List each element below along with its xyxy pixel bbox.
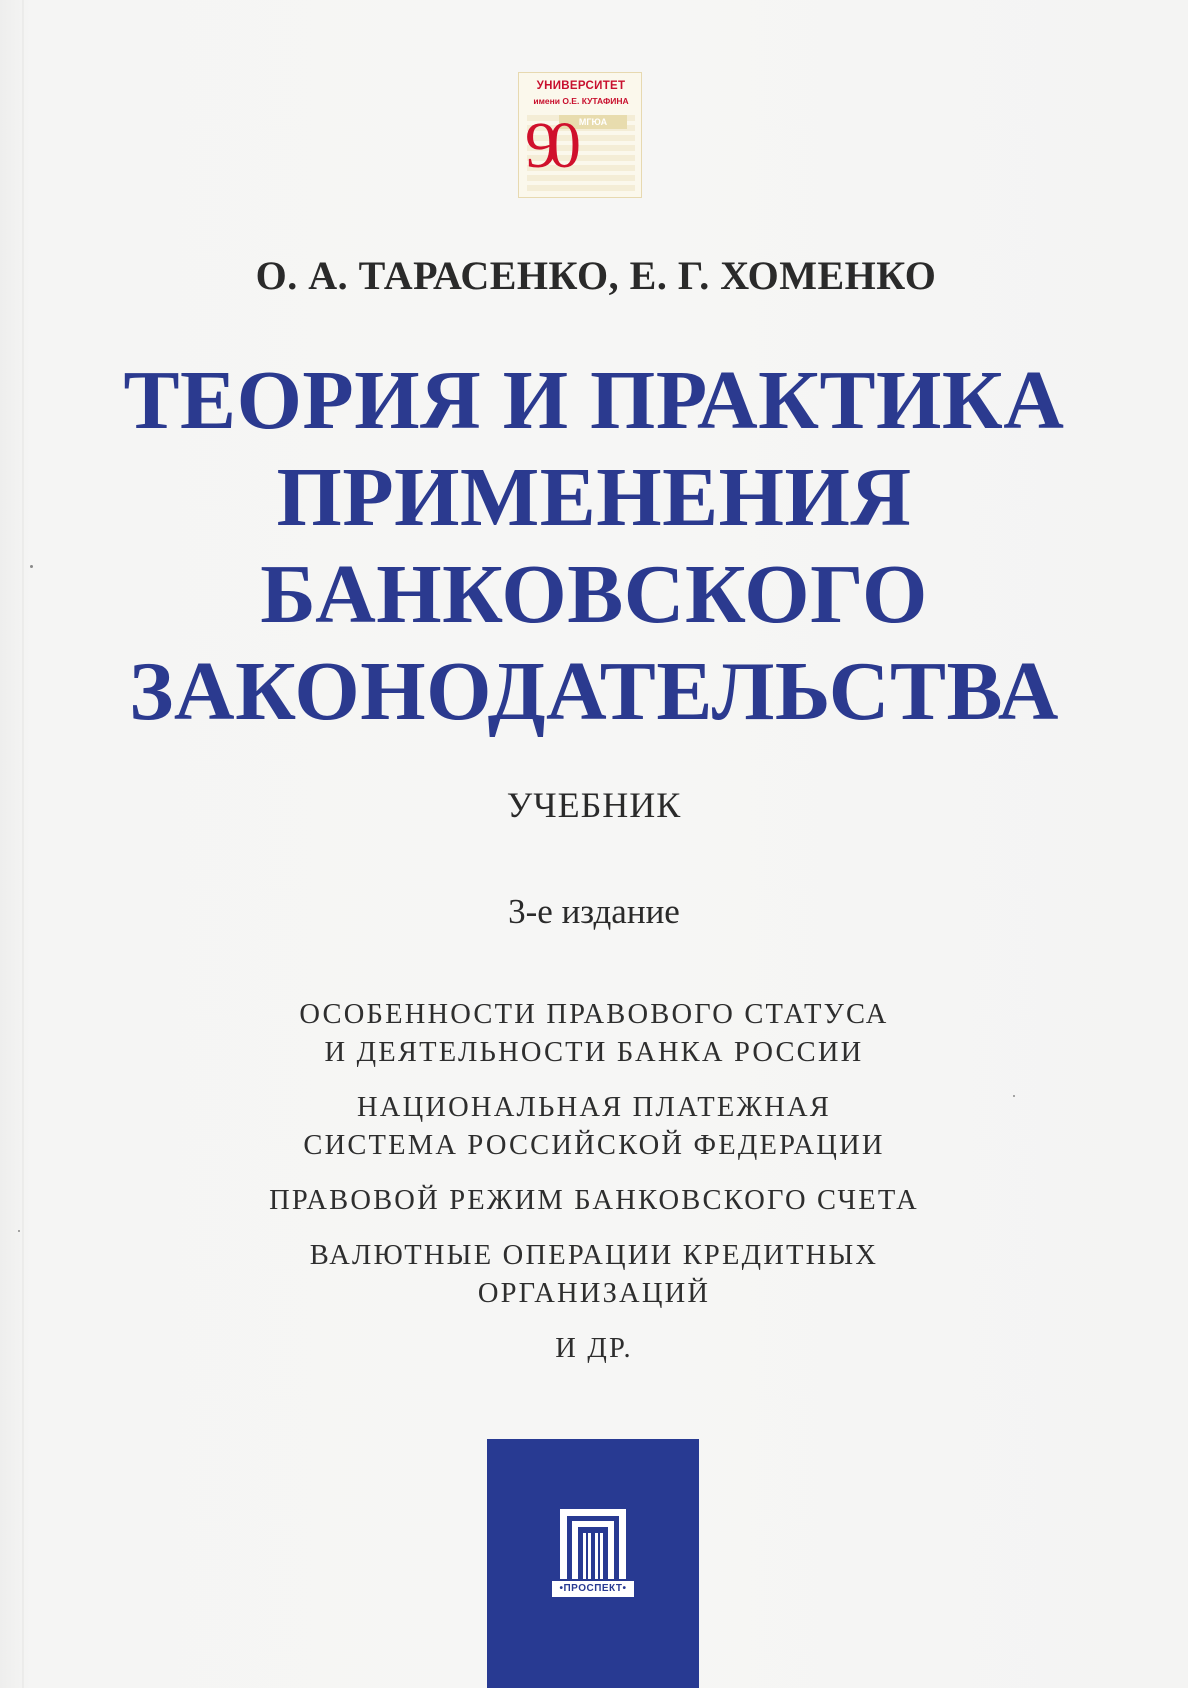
topic-item bbox=[0, 1182, 1188, 1220]
publisher-name: •ПРОСПЕКТ• bbox=[552, 1581, 634, 1597]
title-line: ЗАКОНОДАТЕЛЬСТВА bbox=[129, 645, 1059, 738]
book-title bbox=[0, 352, 1188, 740]
book-authors: О. А. ТАРАСЕНКО, Е. Г. ХОМЕНКО bbox=[255, 253, 937, 298]
topic-line: ОРГАНИЗАЦИЙ bbox=[477, 1278, 711, 1309]
topic-item bbox=[0, 1089, 1188, 1165]
topic-line: НАЦИОНАЛЬНАЯ ПЛАТЕЖНАЯ bbox=[357, 1092, 831, 1123]
university-logo bbox=[518, 72, 642, 198]
book-edition: 3-е издание bbox=[508, 892, 680, 931]
logo-anniversary-number: 90 bbox=[525, 109, 571, 182]
title-line: БАНКОВСКОГО bbox=[260, 548, 928, 641]
paper-speck bbox=[18, 1230, 20, 1232]
topics-list bbox=[0, 996, 1188, 1385]
book-type: УЧЕБНИК bbox=[506, 785, 682, 825]
topic-line: СИСТЕМА РОССИЙСКОЙ ФЕДЕРАЦИИ bbox=[303, 1130, 885, 1161]
title-line: ПРИМЕНЕНИЯ bbox=[276, 451, 912, 544]
topic-item bbox=[0, 1330, 1188, 1368]
paper-speck bbox=[30, 565, 33, 568]
topic-item bbox=[0, 996, 1188, 1072]
logo-badge: МГЮА bbox=[559, 115, 627, 129]
topic-line: ПРАВОВОЙ РЕЖИМ БАНКОВСКОГО СЧЕТА bbox=[269, 1185, 919, 1216]
topic-line: И ДЕЯТЕЛЬНОСТИ БАНКА РОССИИ bbox=[324, 1037, 864, 1068]
topic-line: ОСОБЕННОСТИ ПРАВОВОГО СТАТУСА bbox=[299, 999, 889, 1030]
logo-university-label: УНИВЕРСИТЕТ bbox=[536, 80, 626, 92]
paper-speck bbox=[1013, 1095, 1015, 1097]
title-line: ТЕОРИЯ И ПРАКТИКА bbox=[123, 354, 1065, 447]
logo-university-name: имени О.Е. КУТАФИНА bbox=[533, 96, 629, 106]
topic-line: ВАЛЮТНЫЕ ОПЕРАЦИИ КРЕДИТНЫХ bbox=[309, 1240, 879, 1271]
topic-line: И ДР. bbox=[555, 1333, 633, 1364]
topic-item bbox=[0, 1237, 1188, 1313]
publisher-block bbox=[487, 1439, 699, 1688]
